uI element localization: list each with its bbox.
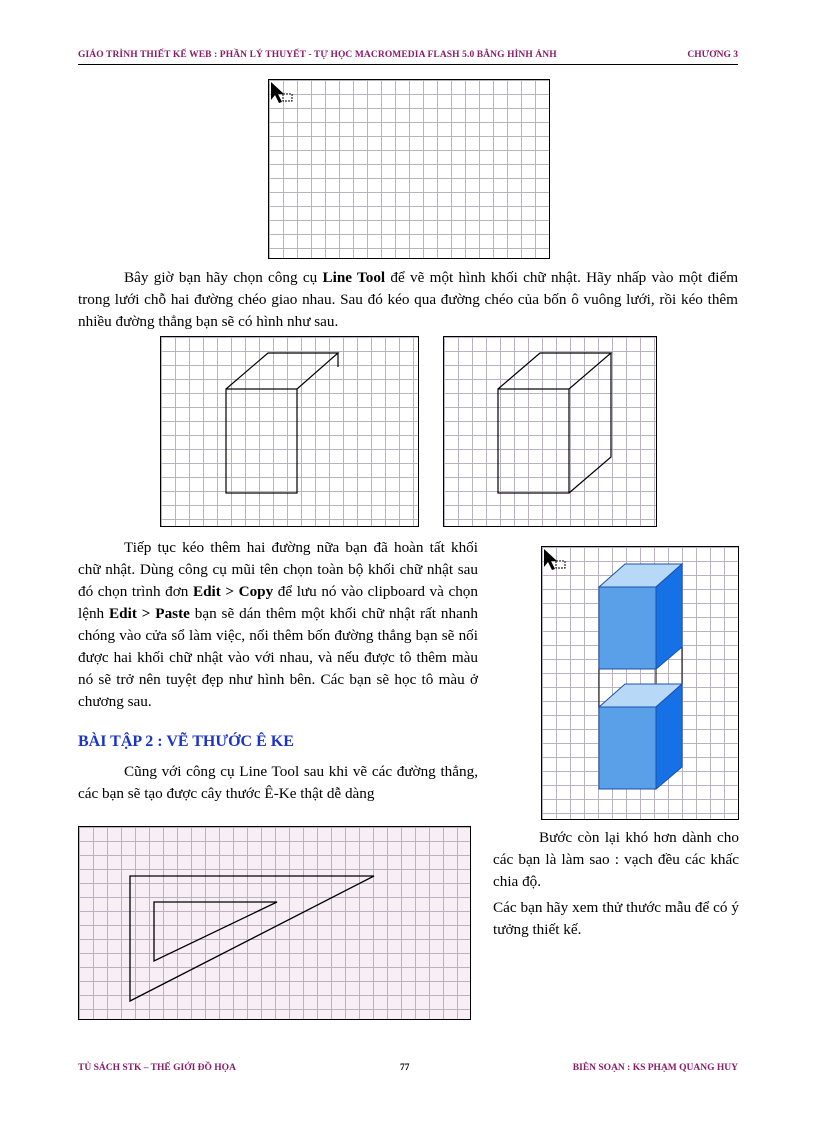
bottom-cube xyxy=(599,684,682,789)
paragraph-sample-ruler xyxy=(493,897,739,941)
figure-colored-cubes xyxy=(541,546,739,820)
figure-empty-grid-drawing xyxy=(269,80,551,260)
figure-box-open-drawing xyxy=(161,337,420,528)
selection-marquee-icon xyxy=(283,94,292,101)
figure-set-square xyxy=(78,826,471,1020)
selection-marquee-icon xyxy=(556,561,565,568)
para1-text-b: để vẽ một hình khối chữ nhật. Hãy nhấp vào một điểm trong lưới chỗ hai đường chéo giao nhau. Sau đó kéo qua đường chéo của bốn ô vuông lưới, rồi kéo thêm nhiều đường thẳng bạn sẽ có hình như sau. xyxy=(78,269,739,330)
para2-text-b: để lưu nó vào clipboard và chọn lệnh xyxy=(78,583,478,622)
arrow-cursor-icon xyxy=(544,549,557,570)
top-cube xyxy=(599,564,682,669)
figure-box-closed-drawing xyxy=(444,337,658,528)
outer-triangle xyxy=(130,876,374,1001)
para2-text-c: bạn sẽ dán thêm một khối chữ nhật rất nhanh chóng vào cửa sổ làm việc, nối thêm bốn đường thẳng bạn sẽ nối được hai khối chữ nhật vào với nhau, và nếu được tô thêm màu nó sẽ trở nên tuyệt đẹp như hình bên. Các bạn sẽ học tô màu ở chương sau. xyxy=(78,605,478,710)
para5-text: Các bạn hãy xem thử thước mẫu để có ý tưởng thiết kế. xyxy=(493,899,739,938)
page-number: 77 xyxy=(400,1063,410,1073)
figure-box-closed xyxy=(443,336,657,527)
header-title: GIÁO TRÌNH THIẾT KẾ WEB : PHẦN LÝ THUYẾT - TỰ HỌC MACROMEDIA FLASH 5.0 BẰNG HÌNH ẢNH xyxy=(78,50,557,60)
para2-bold-paste: Edit > Paste xyxy=(109,605,190,622)
page-footer xyxy=(78,1063,738,1077)
page-header xyxy=(78,50,738,65)
paragraph-line-tool-ruler xyxy=(78,761,478,805)
para3-text: Cũng với công cụ Line Tool sau khi vẽ các đường thẳng, các bạn sẽ tạo được cây thước Ê-Ke thật dễ dàng xyxy=(78,763,478,802)
paragraph-next-step xyxy=(493,827,739,893)
footer-series: TỦ SÁCH STK – THẾ GIỚI ĐỒ HỌA xyxy=(78,1063,236,1073)
paragraph-line-tool xyxy=(78,267,738,333)
figure-empty-grid xyxy=(268,79,550,259)
header-chapter: CHƯƠNG 3 xyxy=(687,50,738,60)
arrow-cursor-icon xyxy=(271,82,284,103)
footer-author: BIÊN SOẠN : KS PHẠM QUANG HUY xyxy=(572,1063,738,1073)
para2-text-a: Tiếp tục kéo thêm hai đường nữa bạn đã hoàn tất khối chữ nhật. Dùng công cụ mũi tên chọn toàn bộ khối chữ nhật sau đó chọn trình đơn xyxy=(78,539,478,600)
para1-text-a: Bây giờ bạn hãy chọn công cụ xyxy=(124,269,323,286)
figure-colored-cubes-drawing xyxy=(542,547,740,821)
inner-triangle xyxy=(154,902,277,961)
section-heading: BÀI TẬP 2 : VẼ THƯỚC Ê KE xyxy=(78,733,294,750)
para4-text: Bước còn lại khó hơn dành cho các bạn là làm sao : vạch đều các khấc chia độ. xyxy=(493,829,739,890)
para2-bold-copy: Edit > Copy xyxy=(192,583,274,600)
para1-bold-line-tool: Line Tool xyxy=(322,269,386,286)
paragraph-copy-paste xyxy=(78,537,478,713)
figure-set-square-drawing xyxy=(79,827,472,1021)
figure-box-open xyxy=(160,336,419,527)
